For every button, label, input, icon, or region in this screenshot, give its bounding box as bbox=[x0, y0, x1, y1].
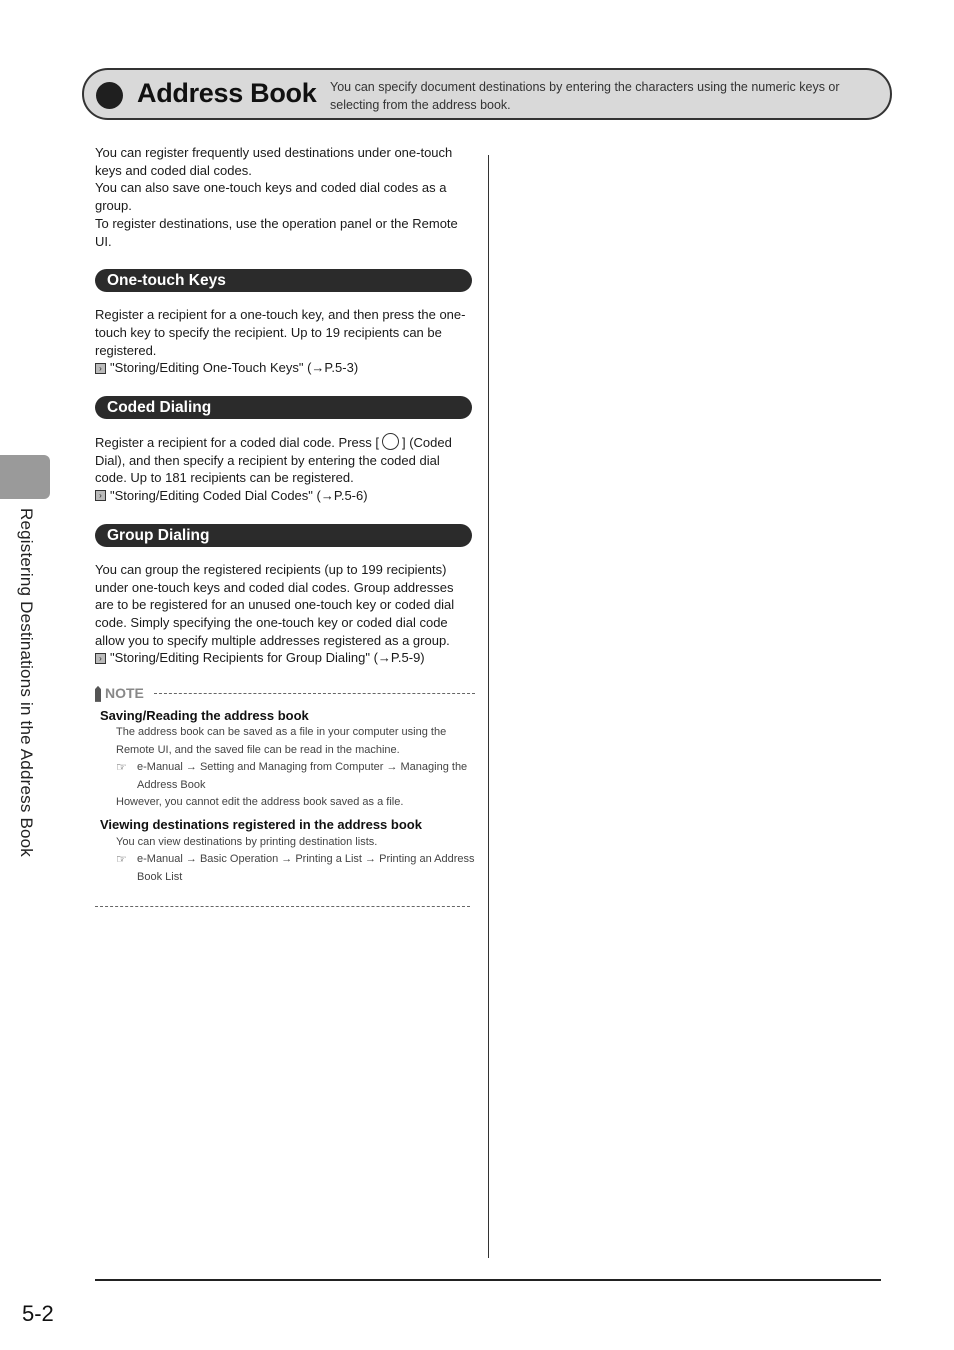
reference-arrow-icon: › bbox=[95, 363, 106, 374]
chapter-tab bbox=[0, 455, 50, 499]
note-pencil-icon bbox=[95, 686, 101, 702]
note-item-title: Viewing destinations registered in the address book bbox=[100, 816, 422, 832]
manual-hand-icon: ☞ bbox=[116, 852, 127, 867]
section-title-group-dialing: Group Dialing bbox=[95, 524, 472, 547]
page-title: Address Book bbox=[137, 78, 317, 108]
section-title-one-touch: One-touch Keys bbox=[95, 269, 472, 292]
manual-hand-icon: ☞ bbox=[116, 760, 127, 775]
note-label: NOTE bbox=[105, 685, 144, 702]
reference-link[interactable] bbox=[95, 649, 475, 667]
reference-text: "Storing/Editing Coded Dial Codes" (→P.5-6) bbox=[110, 488, 368, 504]
section-body: Register a recipient for a coded dial code. Press [ ] (Coded Dial), and then specify a recipient by entering the coded dial code. Up to 181 recipients can be registered. bbox=[95, 435, 452, 486]
reference-link[interactable] bbox=[95, 487, 475, 505]
intro-paragraph: You can also save one-touch keys and coded dial codes as a group. bbox=[95, 180, 447, 214]
header-description: You can specify document destinations by entering the characters using the numeric keys or selecting from the address book. bbox=[330, 80, 840, 112]
section-header bbox=[82, 68, 892, 120]
coded-dial-key-icon bbox=[382, 433, 399, 450]
manual-reference[interactable] bbox=[116, 759, 475, 794]
footer-rule bbox=[95, 1279, 881, 1281]
section-title-coded-dialing: Coded Dialing bbox=[95, 396, 472, 419]
chapter-dot-icon bbox=[96, 82, 123, 109]
section-body: You can group the registered recipients (up to 199 recipients) under one-touch keys and coded dial codes. Group addresses are to be registered for an unused one-touch key or coded dial code. Simply specifying the one-touch key or coded dial code allow you to specify multiple addresses registered as a group. bbox=[95, 561, 455, 648]
section-body: Register a recipient for a one-touch key, and then press the one-touch key to specify the recipient. Up to 19 recipients can be registered. bbox=[95, 307, 466, 358]
reference-arrow-icon: › bbox=[95, 490, 106, 501]
note-item-text: The address book can be saved as a file in your computer using the Remote UI, and the saved file can be read in the machine. bbox=[116, 726, 447, 756]
note-end-divider bbox=[95, 906, 470, 907]
note-item-text: You can view destinations by printing destination lists. bbox=[116, 835, 378, 848]
manual-reference-text: e-Manual → Basic Operation → Printing a List → Printing an Address Book List bbox=[137, 853, 475, 883]
reference-text: "Storing/Editing One-Touch Keys" (→P.5-3) bbox=[110, 360, 359, 376]
reference-text: "Storing/Editing Recipients for Group Dialing" (→P.5-9) bbox=[110, 650, 425, 666]
page-number: 5-2 bbox=[22, 1301, 54, 1326]
chapter-side-label: Registering Destinations in the Address Book bbox=[17, 508, 36, 857]
intro-paragraph: To register destinations, use the operation panel or the Remote UI. bbox=[95, 215, 458, 249]
note-item-title: Saving/Reading the address book bbox=[100, 707, 309, 723]
main-column bbox=[95, 144, 475, 907]
column-divider bbox=[488, 155, 489, 1258]
manual-reference[interactable] bbox=[116, 851, 475, 886]
note-item-text: However, you cannot edit the address book saved as a file. bbox=[116, 796, 404, 809]
reference-arrow-icon: › bbox=[95, 653, 106, 664]
note-header bbox=[95, 685, 475, 703]
intro-paragraph: You can register frequently used destinations under one-touch keys and coded dial codes. bbox=[95, 145, 453, 178]
manual-reference-text: e-Manual → Setting and Managing from Computer → Managing the Address Book bbox=[137, 761, 468, 791]
note-divider bbox=[154, 693, 475, 694]
reference-link[interactable] bbox=[95, 359, 475, 377]
